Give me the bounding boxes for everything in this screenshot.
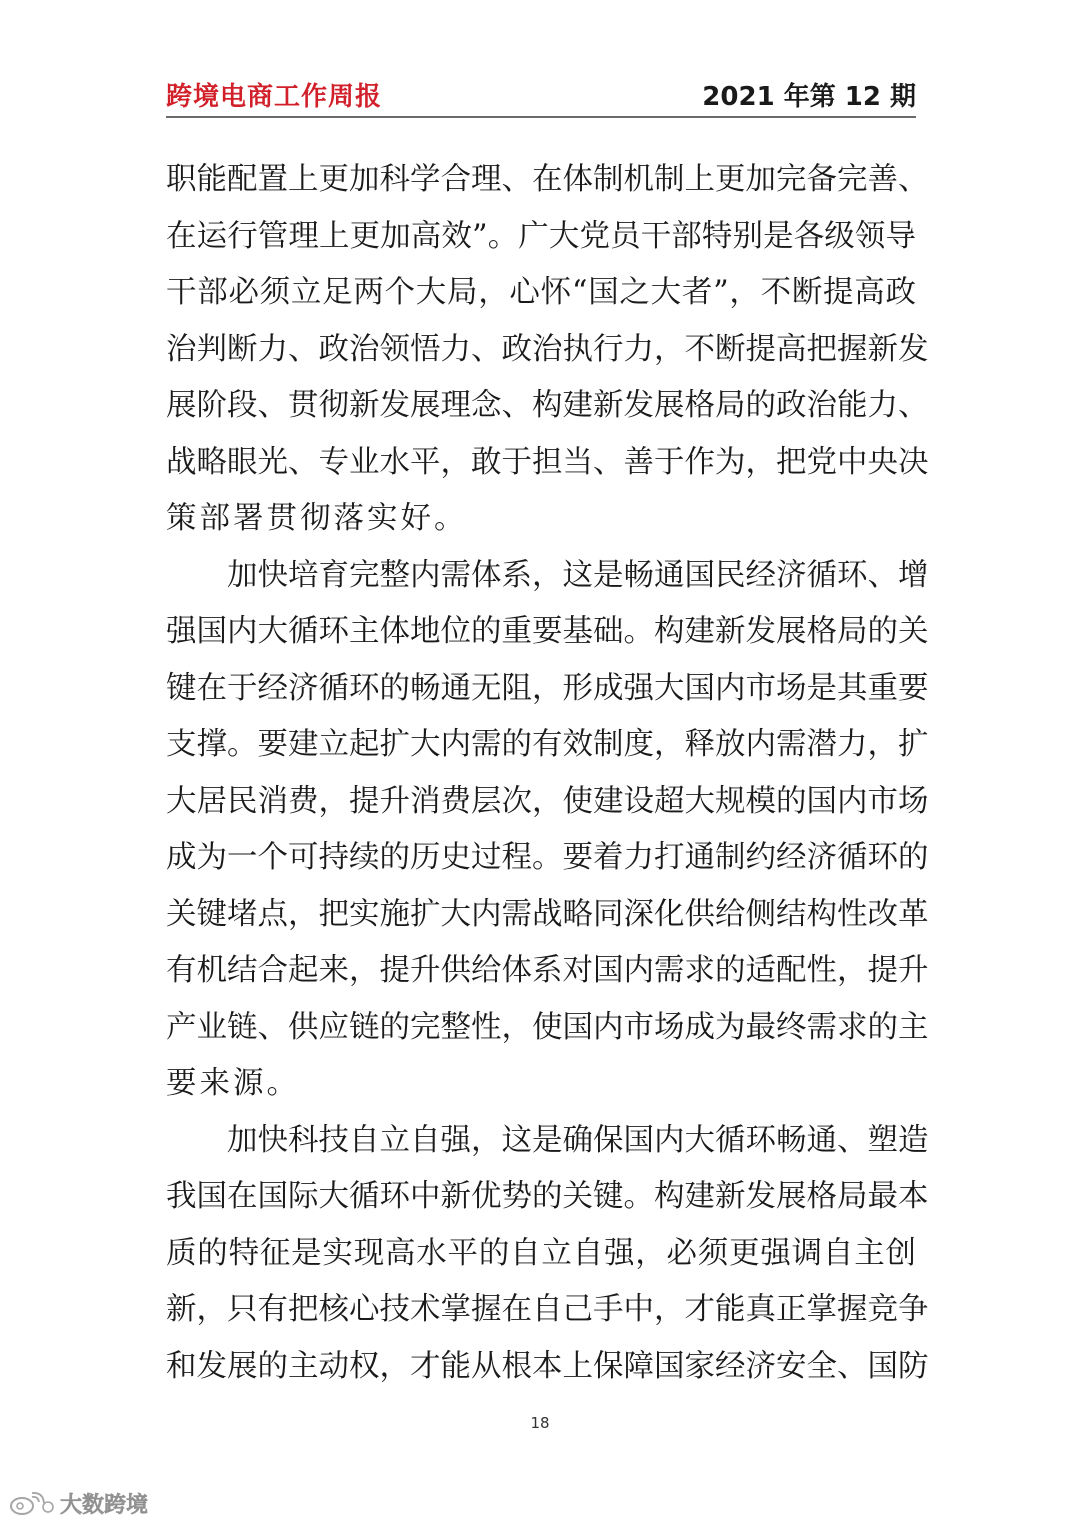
header-divider [166,116,916,118]
paragraph-2 [166,548,929,1113]
text-line: 有机结合起来，提升供给体系对国内需求的适配性，提升 [166,953,929,988]
weibo-logo-icon [8,1492,56,1516]
text-line: 加快科技自立自强，这是确保国内大循环畅通、塑造 [227,1122,929,1158]
text-line: 和发展的主动权，才能从根本上保障国家经济安全、国防 [166,1348,929,1384]
paragraph-3 [166,1113,929,1396]
text-line: 新，只有把核心技术掌握在自己手中，才能真正掌握竞争 [166,1292,929,1327]
text-line: 键在于经济循环的畅通无阻，形成强大国内市场是其重要 [166,670,929,706]
text-line: 在运行管理上更加高效”。广大党员干部特别是各级领导 [166,218,916,254]
publication-title: 跨境电商工作周报 [166,82,383,112]
text-line: 质的特征是实现高水平的自立自强，必须更强调自主创 [166,1235,916,1271]
text-line: 支撑。要建立起扩大内需的有效制度，释放内需潜力，扩 [166,727,929,762]
body-text [166,152,929,1395]
text-line: 我国在国际大循环中新优势的关键。构建新发展格局最本 [166,1179,929,1214]
text-line: 加快培育完整内需体系，这是畅通国民经济循环、增 [227,557,929,593]
text-line: 职能配置上更加科学合理、在体制机制上更加完备完善、 [166,162,929,197]
watermark-text: 大数跨境 [60,1493,149,1518]
page-number: 18 [530,1414,550,1432]
text-line: 策部署贯彻落实好。 [166,501,468,536]
issue-label: 2021 年第 12 期 [702,82,916,112]
paragraph-1 [166,152,929,548]
text-line: 大居民消费，提升消费层次，使建设超大规模的国内市场 [166,783,929,819]
text-line: 要来源。 [166,1066,300,1101]
text-line: 展阶段、贯彻新发展理念、构建新发展格局的政治能力、 [166,388,929,423]
text-line: 干部必须立足两个大局，心怀“国之大者”，不断提高政 [166,275,916,310]
text-line: 成为一个可持续的历史过程。要着力打通制约经济循环的 [166,840,929,875]
watermark [8,1488,148,1519]
text-line: 治判断力、政治领悟力、政治执行力，不断提高把握新发 [166,331,929,367]
text-line: 战略眼光、专业水平，敢于担当、善于作为，把党中央决 [166,444,929,480]
text-line: 强国内大循环主体地位的重要基础。构建新发展格局的关 [166,614,929,649]
text-line: 关键堵点，把实施扩大内需战略同深化供给侧结构性改革 [166,896,929,932]
running-header [166,72,916,116]
text-line: 产业链、供应链的完整性，使国内市场成为最终需求的主 [166,1009,929,1045]
